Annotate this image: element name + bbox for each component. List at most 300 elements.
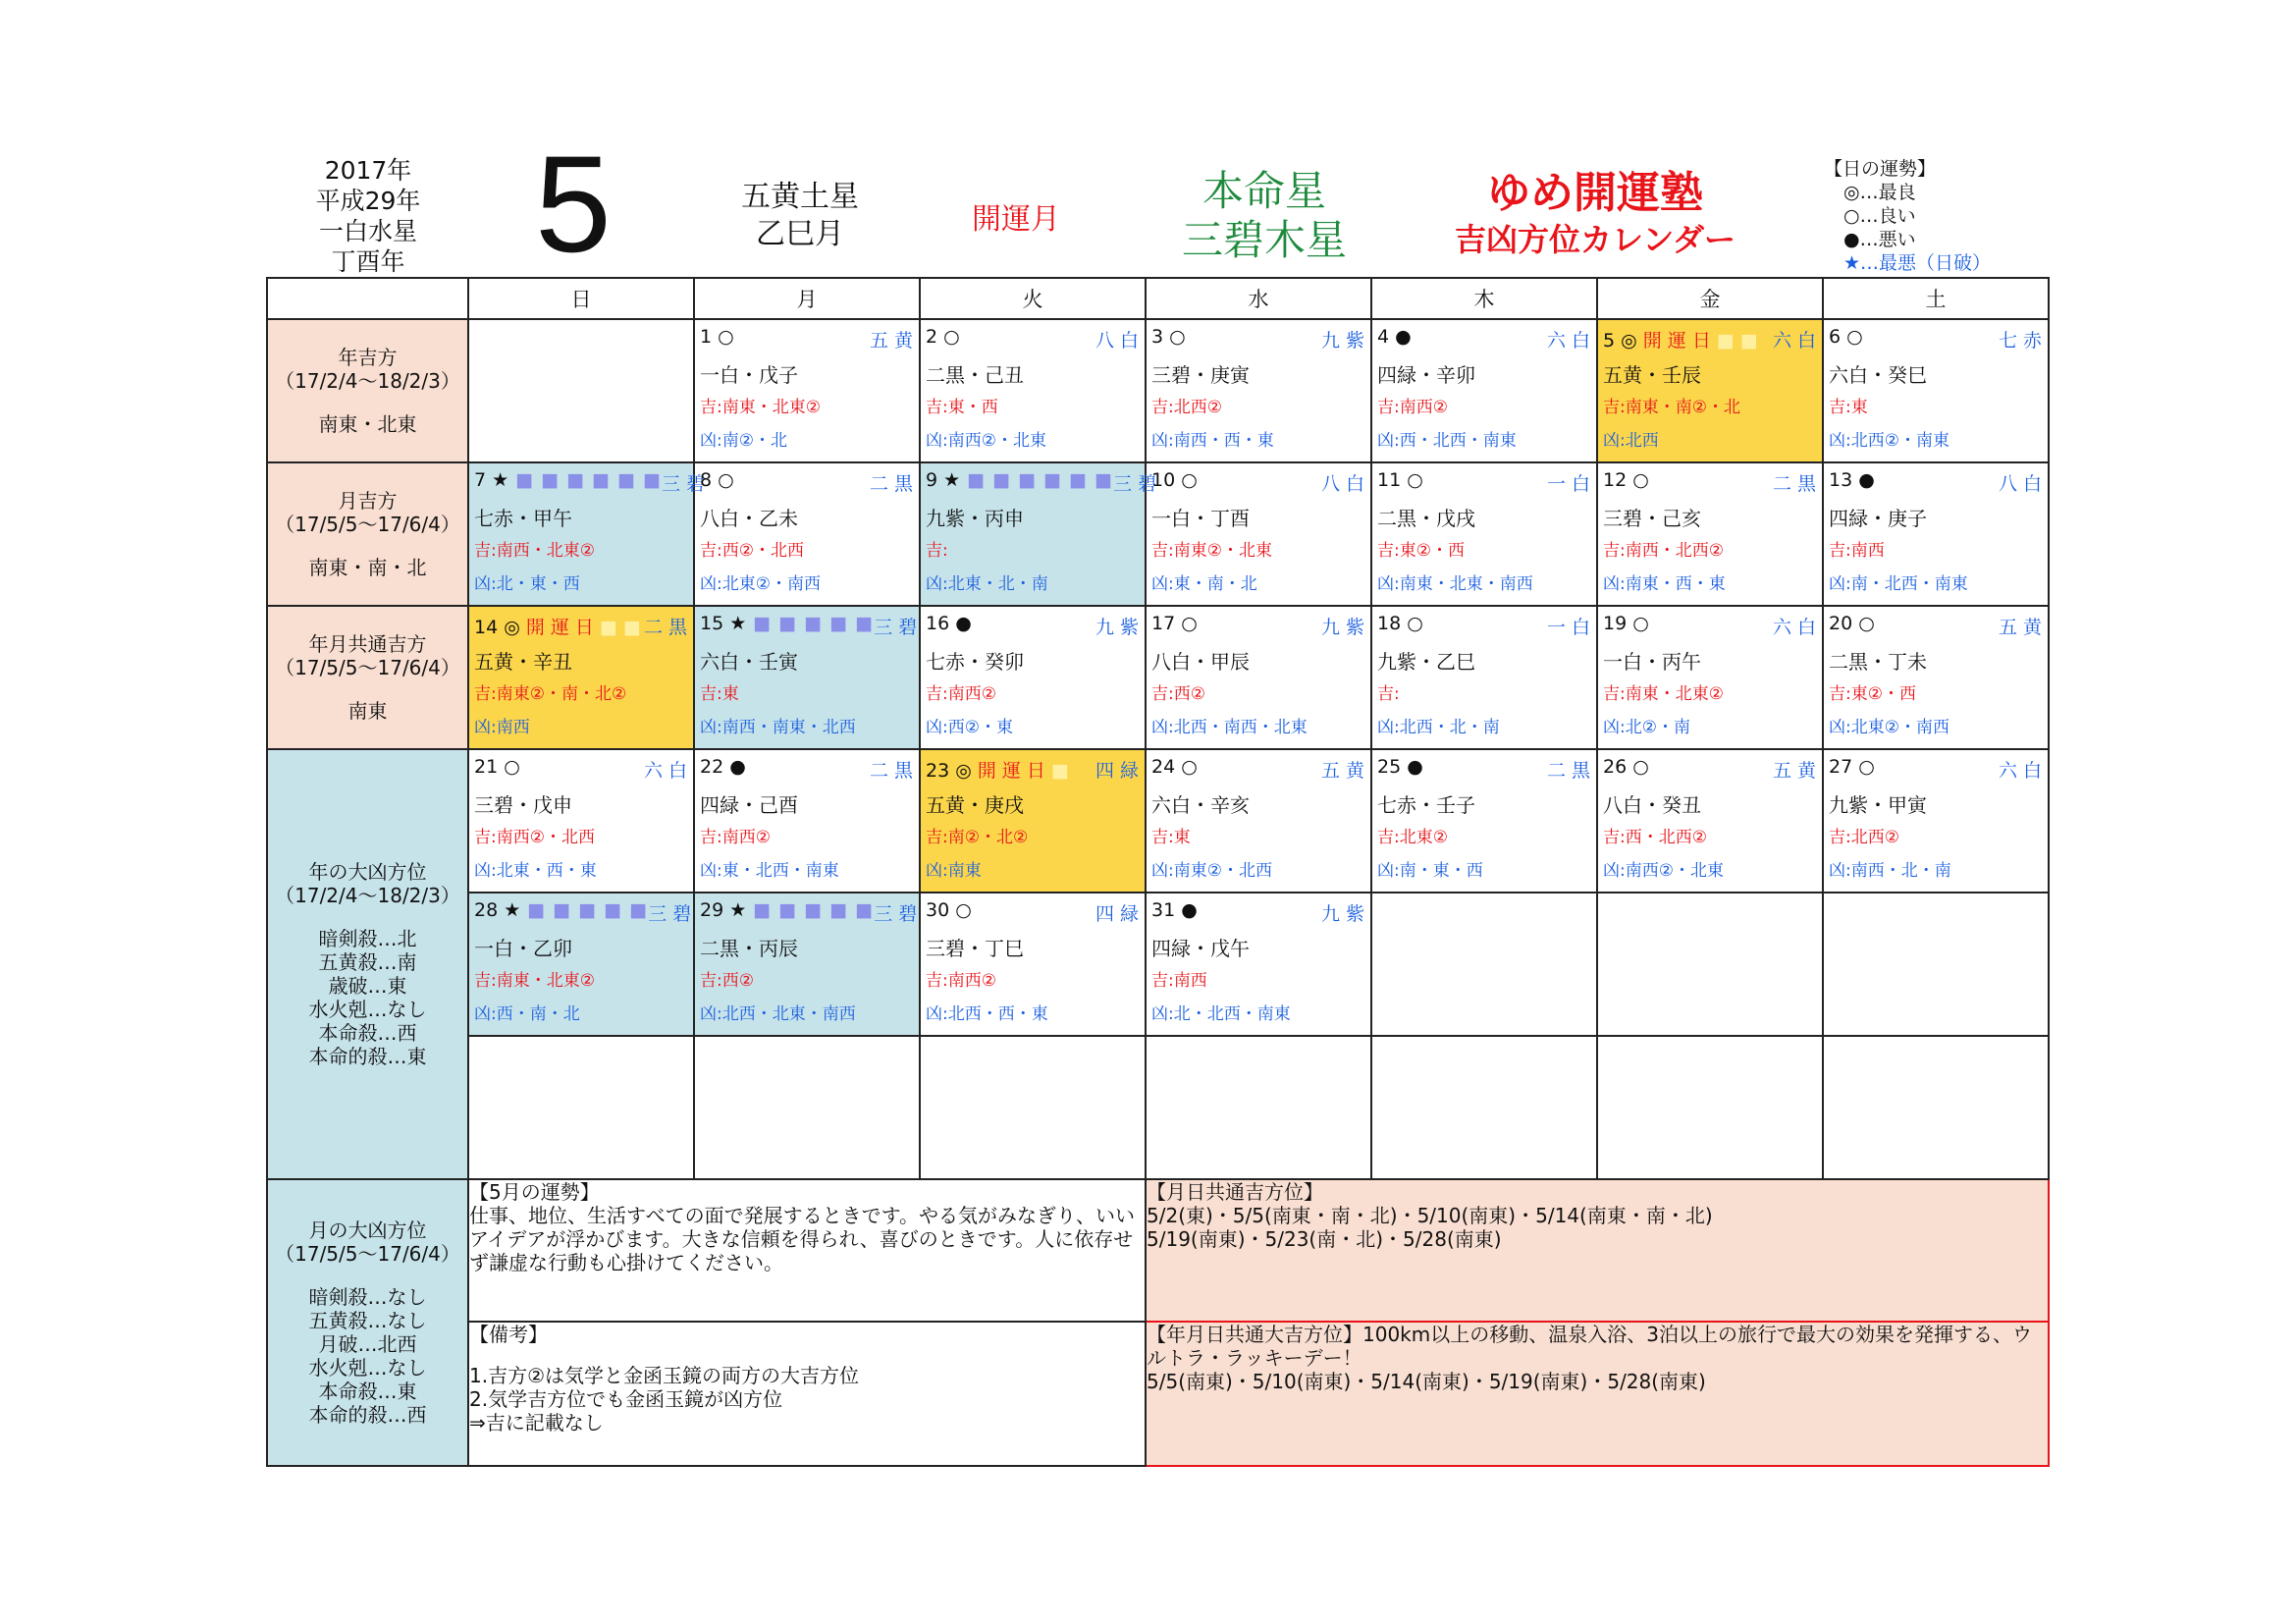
side-value: 本命殺…西 [318,1021,417,1045]
day-header [1372,463,1596,497]
day-header [695,607,919,640]
getsujitsu-note [1146,1179,2049,1322]
day-header [1147,750,1370,784]
day-star: 六 白 [643,760,687,782]
day-kanshi: 二黒・己丑 [926,363,1024,387]
day-cell[interactable] [1597,319,1823,462]
note-title: 【年月日共通大吉方位】 [1147,1322,1362,1346]
day-cell[interactable] [1146,319,1371,462]
day-star: 二 黒 [1546,760,1590,782]
day-kyo: 凶:南東・北東・南西 [1377,574,1533,594]
day-number-fortune [1151,469,1198,497]
day-kanshi: 一白・乙卯 [474,937,572,960]
day-number-fortune [1377,326,1412,353]
day-star: 八 白 [1320,473,1364,495]
day-kanshi: 九紫・甲寅 [1829,793,1927,817]
hiha-marker: ■ ■ ■ ■ ■ [746,899,875,921]
day-kanshi: 三碧・己亥 [1603,507,1701,530]
day-star: 九 紫 [1095,617,1139,638]
day-star: 五 黄 [1772,760,1816,782]
empty-day-cell [468,1036,694,1179]
side-value: 水火剋…なし [308,1356,427,1380]
day-kanshi: 六白・癸巳 [1829,363,1927,387]
day-kanshi: 二黒・丙辰 [700,937,798,960]
side-period: （17/2/4～18/2/3） [275,369,460,393]
day-star: 六 白 [1546,330,1590,352]
day-star: 二 黒 [1772,473,1816,495]
note-text: 5/2(東)・5/5(南東・南・北)・5/10(南東)・5/14(南東・南・北) [1147,1204,1713,1227]
side-title: 年月共通吉方 [308,632,427,656]
note-title: 【月日共通吉方位】 [1147,1180,1323,1204]
day-number: 29 ★ [700,899,747,921]
day-kyo: 凶:南西②・北東 [1603,861,1724,881]
kaiun-day-label: 開 運 日 [519,617,594,638]
day-number: 6 ○ [1829,326,1863,348]
day-star: 三 碧 [1113,473,1157,495]
day-header [1598,607,1822,640]
day-star: 四 緑 [1095,760,1139,782]
day-number-fortune [926,469,1113,497]
day-number: 19 ○ [1603,613,1649,634]
day-number: 16 ● [926,613,972,634]
day-header [921,607,1145,640]
day-kichi: 吉:東 [1151,828,1191,847]
day-cell[interactable] [694,319,920,462]
day-number: 9 ★ [926,469,961,491]
day-kanshi: 三碧・庚寅 [1151,363,1250,387]
day-kichi: 吉:西② [1151,684,1205,704]
brand-subtitle: 吉凶方位カレンダー [1455,221,1735,258]
day-kichi: 吉:南②・北② [926,828,1029,847]
day-number-fortune [1603,469,1649,497]
day-number-fortune [1829,613,1875,640]
day-header [921,463,1157,497]
day-kanshi: 三碧・戊申 [474,793,572,817]
day-number: 27 ○ [1829,756,1875,778]
day-kyo: 凶:南東・西・東 [1603,574,1726,594]
empty-day-cell [1146,1036,1371,1179]
day-header [1598,750,1822,784]
day-kanshi: 四緑・辛卯 [1377,363,1475,387]
day-cell[interactable] [920,462,1157,606]
day-kyo: 凶:北東②・南西 [1829,718,1949,737]
day-kanshi: 八白・癸丑 [1603,793,1701,817]
weekday-header: 土 [1823,278,2049,319]
day-number-fortune [1377,469,1423,497]
side-value: 歳破…東 [328,974,407,998]
day-number-fortune [474,899,648,927]
day-kyo: 凶:北西・北・南 [1377,718,1500,737]
side-nengetsu-kippo [267,606,468,749]
honmei-star [1156,167,1372,265]
hiha-marker: ■ ■ ■ ■ ■ ■ [508,469,663,491]
nengetsujitsu-note [1146,1322,2049,1466]
day-cell[interactable] [468,893,694,1036]
day-cell[interactable] [694,606,920,749]
day-kanshi: 六白・辛亥 [1151,793,1250,817]
weekday-header: 月 [694,278,920,319]
day-cell[interactable] [694,462,920,606]
day-kichi: 吉:南東②・北東 [1151,541,1272,561]
day-kanshi: 一白・戊子 [700,363,798,387]
day-cell[interactable] [1371,749,1597,893]
weekday-header: 木 [1371,278,1597,319]
day-kyo: 凶:北・東・西 [474,574,580,594]
side-value: 本命的殺…西 [308,1403,427,1427]
side-period: （17/2/4～18/2/3） [275,884,460,907]
month-fortune-note [468,1179,1146,1322]
day-number-fortune [1603,613,1649,640]
day-kichi: 吉:西② [700,971,754,991]
day-kyo: 凶:北西・北東・南西 [700,1004,856,1024]
kaiun-day-label: 開 運 日 [1636,330,1711,352]
day-star: 九 紫 [1320,617,1364,638]
day-header [1598,320,1822,353]
note-title: 【備考】 [469,1322,548,1346]
day-number: 21 ○ [474,756,520,778]
empty-day-cell [1371,1036,1597,1179]
weekday-header: 火 [920,278,1146,319]
day-kichi: 吉:東②・西 [1377,541,1465,561]
day-kanshi: 六白・壬寅 [700,650,798,674]
day-cell[interactable] [920,749,1146,893]
day-kichi: 吉:南西②・北西 [474,828,595,847]
day-star: 三 碧 [874,617,918,638]
day-kyo: 凶:西・北西・南東 [1377,431,1517,451]
day-kyo: 凶:北東・北・南 [926,574,1048,594]
side-title: 月吉方 [338,489,398,513]
kaiun-month-label: 開運月 [972,202,1060,237]
day-cell[interactable] [468,462,706,606]
empty-day-cell [694,1036,920,1179]
day-cell[interactable] [1371,462,1597,606]
day-cell[interactable] [1146,893,1371,1036]
day-kanshi: 三碧・丁巳 [926,937,1024,960]
day-kichi: 吉:北東② [1377,828,1448,847]
day-header [1147,463,1370,497]
day-kanshi: 八白・甲辰 [1151,650,1250,674]
day-kanshi: 四緑・己酉 [700,793,798,817]
kaiun-marker: ■ [1044,760,1069,782]
day-cell[interactable] [920,606,1146,749]
day-kanshi: 五黄・庚戌 [926,793,1024,817]
day-star: 二 黒 [869,760,913,782]
side-value: 本命殺…東 [318,1380,417,1403]
weekday-header: 金 [1597,278,1823,319]
day-star: 九 紫 [1320,330,1364,352]
day-kyo: 凶:南・東・西 [1377,861,1483,881]
day-cell[interactable] [468,749,694,893]
corner-cell [267,278,468,319]
day-header [469,893,693,927]
day-header [1824,463,2048,497]
day-number: 18 ○ [1377,613,1423,634]
side-value: 五黄殺…南 [318,950,417,974]
day-star: 六 白 [1772,617,1816,638]
day-number: 20 ○ [1829,613,1875,634]
day-star: 二 黒 [643,617,687,638]
day-cell[interactable] [920,893,1146,1036]
note-text: 仕事、地位、生活すべての面で発展するときです。やる気がみなぎり、いいアイデアが浮かびます。大きな信頼を得られ、喜びのときです。人に依存せず謙虚な行動も心掛けてください。 [469,1204,1135,1274]
day-number: 23 ◎ [926,760,972,782]
day-star: 九 紫 [1320,903,1364,925]
day-star: 二 黒 [869,473,913,495]
day-number: 31 ● [1151,899,1198,921]
note-text: ⇒吉に記載なし [469,1410,604,1435]
day-kichi: 吉:南西・北西② [1603,541,1724,561]
day-kyo: 凶:西・南・北 [474,1004,580,1024]
side-title: 月の大凶方位 [308,1218,427,1242]
day-cell[interactable] [920,319,1146,462]
side-value: 暗剣殺…なし [308,1285,427,1309]
day-number-fortune [700,899,874,927]
legend-item: ○…良い [1843,205,1916,227]
day-star: 六 白 [1772,330,1816,352]
day-header [1824,320,2048,353]
day-kanshi: 二黒・丁未 [1829,650,1927,674]
day-number: 5 ◎ [1603,330,1637,352]
day-number-fortune [1151,899,1198,927]
side-value: 南東・南・北 [308,556,427,579]
day-cell[interactable] [1823,749,2049,893]
day-number: 22 ● [700,756,746,778]
year-line: 2017年 [324,156,412,185]
day-number-fortune [700,469,734,497]
empty-day-cell [1823,893,2049,1036]
day-kanshi: 二黒・戊戌 [1377,507,1475,530]
day-kanshi: 七赤・壬子 [1377,793,1475,817]
day-cell[interactable] [1823,606,2049,749]
year-info [294,155,442,277]
day-kichi: 吉:南東・北東② [700,398,821,417]
day-kichi: 吉:南西 [1829,541,1885,561]
day-number-fortune [1151,326,1186,353]
day-star: 五 黄 [1998,617,2042,638]
day-number: 12 ○ [1603,469,1649,491]
side-tsuki-daikyo [267,1179,468,1466]
day-kanshi: 五黄・壬辰 [1603,363,1701,387]
side-title: 年の大凶方位 [308,860,427,884]
note-text: 2.気学吉方位でも金函玉鏡が凶方位 [469,1386,783,1411]
year-line: 丁酉年 [331,247,405,276]
month-star-line: 乙巳月 [756,217,844,251]
day-number-fortune [1377,756,1423,784]
day-number: 11 ○ [1377,469,1423,491]
day-kyo: 凶:北東②・南西 [700,574,821,594]
day-cell[interactable] [1597,462,1823,606]
empty-day-cell [1371,893,1597,1036]
day-kyo: 凶:北・北西・南東 [1151,1004,1291,1024]
side-period: （17/5/5～17/6/4） [275,656,460,679]
day-star: 五 黄 [869,330,913,352]
day-star: 七 赤 [1998,330,2042,352]
day-header [695,750,919,784]
weekday-header: 水 [1146,278,1371,319]
brand-title: ゆめ開運塾 [1487,168,1703,218]
day-cell[interactable] [1597,749,1823,893]
day-cell[interactable] [1371,606,1597,749]
day-cell[interactable] [1146,462,1371,606]
day-number: 1 ○ [700,326,734,348]
day-kichi: 吉:南西② [926,684,996,704]
side-value: 暗剣殺…北 [318,927,417,950]
day-cell[interactable] [1823,462,2049,606]
day-kyo: 凶:南西・南東・北西 [700,718,856,737]
day-number-fortune [1151,756,1198,784]
legend [1824,157,1991,275]
day-header [695,320,919,353]
day-kyo: 凶:北西 [1603,431,1659,451]
day-number: 30 ○ [926,899,972,921]
day-kanshi: 一白・丙午 [1603,650,1701,674]
day-kichi: 吉:南東・北東② [474,971,595,991]
day-number: 17 ○ [1151,613,1198,634]
day-star: 八 白 [1998,473,2042,495]
day-kichi: 吉:南西 [1151,971,1207,991]
day-kichi: 吉:東 [1829,398,1868,417]
day-star: 一 白 [1546,617,1590,638]
month-star [726,179,874,253]
day-kyo: 凶:南西②・北東 [926,431,1046,451]
kaiun-day-label: 開 運 日 [971,760,1045,782]
day-number-fortune [474,613,641,640]
day-number: 28 ★ [474,899,521,921]
day-kyo: 凶:南西・西・東 [1151,431,1274,451]
day-number: 26 ○ [1603,756,1649,778]
day-cell[interactable] [1823,319,2049,462]
day-kyo: 凶:北東・西・東 [474,861,597,881]
day-star: 三 碧 [662,473,706,495]
day-kichi: 吉: [926,541,948,561]
day-header [1598,463,1822,497]
day-number: 13 ● [1829,469,1875,491]
day-number: 2 ○ [926,326,960,348]
day-cell[interactable] [1597,606,1823,749]
side-value: 南東・北東 [318,412,417,436]
day-kichi: 吉:北西② [1151,398,1222,417]
legend-item: ★…最悪（日破） [1843,252,1992,274]
side-title: 年吉方 [338,346,398,369]
day-number-fortune [926,899,972,927]
day-header [921,750,1145,784]
day-star: 三 碧 [874,903,918,925]
day-kanshi: 四緑・庚子 [1829,507,1927,530]
day-star: 五 黄 [1320,760,1364,782]
day-header [695,893,919,927]
side-value: 南東 [347,699,388,723]
day-number: 25 ● [1377,756,1423,778]
day-kyo: 凶:西②・東 [926,718,1013,737]
day-kyo: 凶:南西・北・南 [1829,861,1951,881]
side-nen-kippo [267,319,468,462]
side-nen-daikyo [267,749,468,1179]
legend-title: 【日の運勢】 [1824,158,1937,180]
side-value: 本命的殺…東 [308,1045,427,1068]
empty-day-cell [1597,893,1823,1036]
day-cell[interactable] [1371,319,1597,462]
day-number: 10 ○ [1151,469,1198,491]
day-header [1824,750,2048,784]
day-star: 四 緑 [1095,903,1139,925]
day-number-fortune [926,756,1069,784]
day-cell[interactable] [1146,606,1371,749]
day-star: 八 白 [1095,330,1139,352]
day-header [921,320,1145,353]
day-kyo: 凶:南②・北 [700,431,787,451]
day-kanshi: 四緑・戊午 [1151,937,1250,960]
side-value: 五黄殺…なし [308,1309,427,1332]
note-text: 5/5(南東)・5/10(南東)・5/14(南東)・5/19(南東)・5/28(南東) [1147,1369,1706,1393]
day-number-fortune [1829,756,1875,784]
empty-day-cell [468,319,694,462]
day-cell[interactable] [694,893,920,1036]
day-kichi: 吉:南東・南②・北 [1603,398,1740,417]
day-cell[interactable] [468,606,694,749]
day-kyo: 凶:南東 [926,861,982,881]
day-kanshi: 九紫・丙申 [926,507,1024,530]
day-number-fortune [1377,613,1423,640]
day-kichi: 吉:南西② [926,971,996,991]
day-kanshi: 九紫・乙巳 [1377,650,1475,674]
day-kichi: 吉: [1377,684,1400,704]
day-number-fortune [474,756,520,784]
day-cell[interactable] [694,749,920,893]
day-kyo: 凶:東・南・北 [1151,574,1257,594]
note-text: 100km以上の移動、温泉入浴、3泊以上の旅行で最大の効果を発揮する、ウルトラ・ラッキーデー！ [1147,1322,2032,1370]
empty-day-cell [1823,1036,2049,1179]
day-kanshi: 五黄・辛丑 [474,650,572,674]
day-kyo: 凶:南西 [474,718,530,737]
day-number-fortune [474,469,662,497]
day-kyo: 凶:南東②・北西 [1151,861,1272,881]
day-kichi: 吉:西・北西② [1603,828,1707,847]
biko-note [468,1322,1146,1466]
day-number-fortune [1829,326,1863,353]
day-number: 8 ○ [700,469,734,491]
day-header [1147,893,1370,927]
month-number: 5 [535,127,612,281]
day-star: 六 白 [1998,760,2042,782]
legend-item: ◎…最良 [1843,182,1916,203]
weekday-header: 日 [468,278,694,319]
side-value: 月破…北西 [318,1332,417,1356]
day-kichi: 吉:東②・西 [1829,684,1916,704]
day-number: 15 ★ [700,613,747,634]
day-number: 3 ○ [1151,326,1186,348]
empty-day-cell [920,1036,1146,1179]
day-kanshi: 八白・乙未 [700,507,798,530]
side-period: （17/5/5～17/6/4） [275,1242,460,1266]
day-kanshi: 七赤・甲午 [474,507,572,530]
day-kyo: 凶:東・北西・南東 [700,861,839,881]
day-kichi: 吉:西②・北西 [700,541,804,561]
day-number-fortune [926,326,960,353]
hiha-marker: ■ ■ ■ ■ ■ ■ [960,469,1114,491]
calendar-table [266,277,2050,1467]
kaiun-marker: ■ ■ [593,617,641,638]
day-number-fortune [926,613,972,640]
day-kichi: 吉:東 [700,684,739,704]
day-cell[interactable] [1146,749,1371,893]
day-kichi: 吉:南東②・南・北② [474,684,627,704]
day-kyo: 凶:北②・南 [1603,718,1690,737]
day-kyo: 凶:北西②・南東 [1829,431,1949,451]
day-kichi: 吉:南西② [700,828,771,847]
day-number-fortune [1151,613,1198,640]
day-header [469,607,693,640]
side-value: 水火剋…なし [308,998,427,1021]
day-star: 一 白 [1546,473,1590,495]
